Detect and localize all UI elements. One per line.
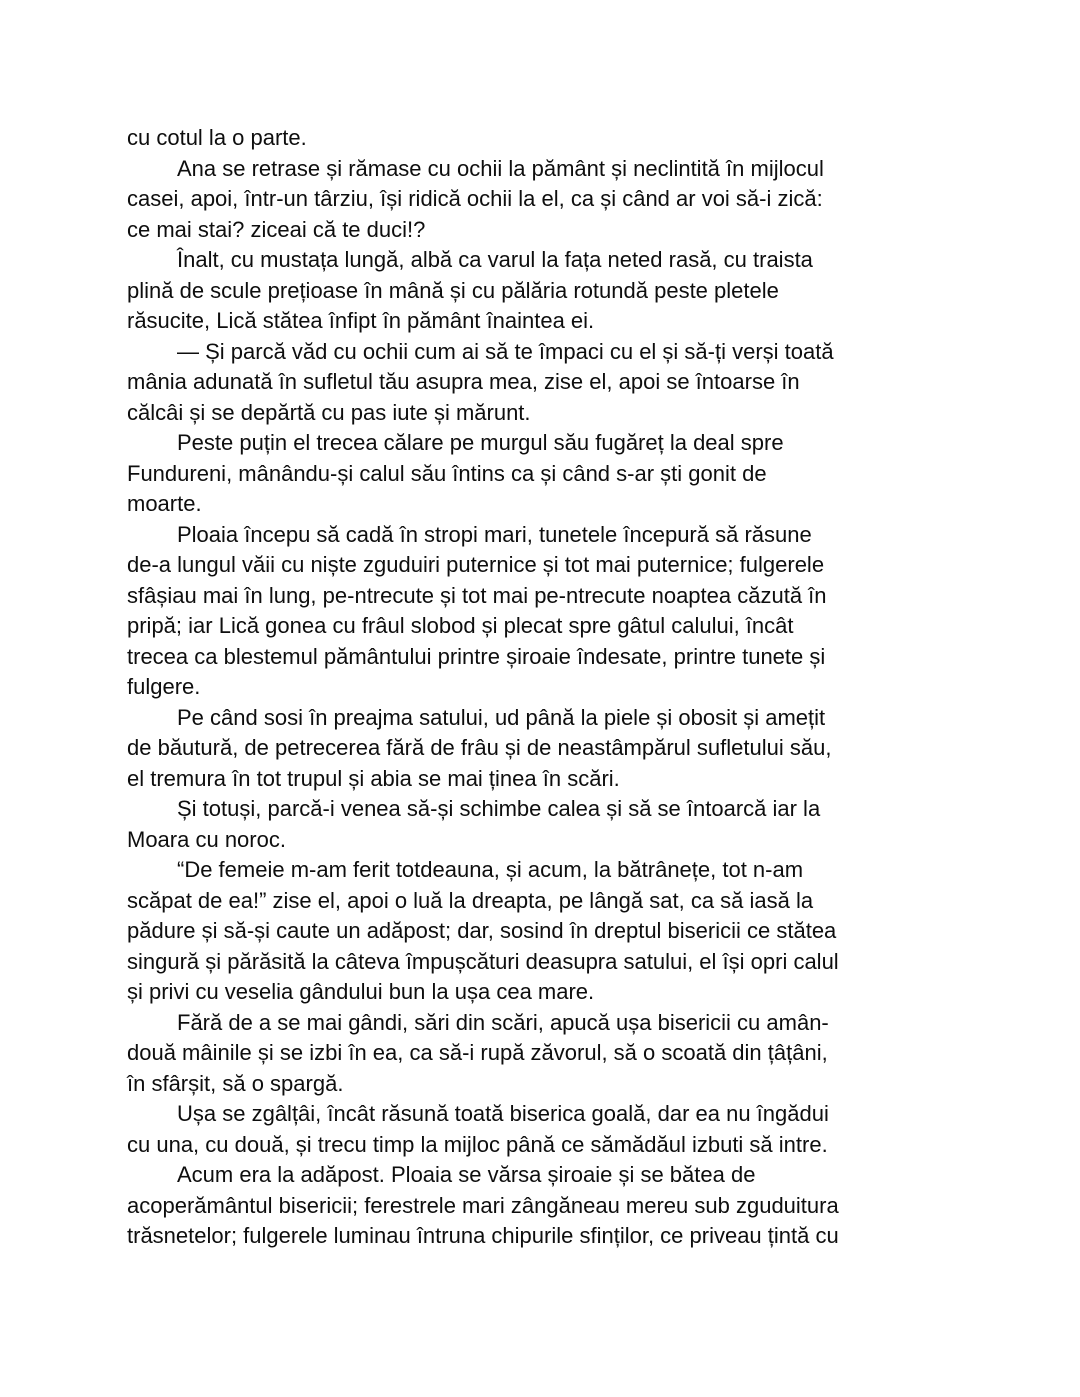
text-line: Fundureni, mânându-și calul său întins ca și când s-ar ști gonit de: [127, 460, 767, 486]
paragraph: [127, 855, 1027, 1008]
text-line: de-a lungul văii cu niște zguduiri puternice și tot mai puternice; fulgerele: [127, 552, 825, 577]
text-line: trăsnetelor; fulgerele luminau întruna chipurile sfinților, ce priveau țintă cu: [127, 1223, 839, 1248]
text-line: — Și parcă văd cu ochii cum ai să te împaci cu el și să-ți verși toată: [177, 338, 834, 364]
text-line: cu una, cu două, și trecu timp la mijloc până ce sămădăul izbuti să intre.: [127, 1131, 828, 1157]
text-line: ce mai stai? ziceai că te duci!?: [127, 216, 426, 242]
text-line: plină de scule prețioase în mână și cu pălăria rotundă peste pletele: [127, 277, 779, 303]
text-line: el tremura în tot trupul și abia se mai ținea în scări.: [127, 765, 620, 791]
text-line: casei, apoi, într-un târziu, își ridică ochii la el, ca și când ar voi să-i zică:: [127, 186, 823, 211]
text-line: două mâinile și se izbi în ea, ca să-i rupă zăvorul, să o scoată din țâțâni,: [127, 1040, 828, 1065]
text-line: singură și părăsită la câteva împușcături deasupra satului, el își opri calul: [127, 948, 839, 974]
text-line: Și totuși, parcă-i venea să-și schimbe calea și să se întoarcă iar la: [177, 796, 821, 821]
text-line: mânia adunată în sufletul tău asupra mea, zise el, apoi se întoarse în: [127, 369, 800, 394]
paragraph: [127, 703, 1027, 795]
text-line: Ușa se zgâlțâi, încât răsună toată biserica goală, dar ea nu îngădui: [177, 1101, 829, 1126]
paragraph: [127, 520, 1027, 703]
paragraph: [127, 123, 1027, 154]
text-line: în sfârșit, să o spargă.: [127, 1070, 344, 1096]
text-line: Acum era la adăpost. Ploaia se vărsa șiroaie și se bătea de: [177, 1162, 756, 1187]
text-line: Ana se retrase și rămase cu ochii la pământ și neclintită în mijlocul: [177, 155, 824, 181]
paragraph: [127, 337, 1027, 429]
text-line: fulgere.: [127, 674, 201, 699]
paragraph: [127, 1160, 1027, 1252]
paragraph: [127, 1099, 1027, 1160]
text-line: Peste puțin el trecea călare pe murgul său fugăreț la deal spre: [177, 430, 784, 455]
text-line: de băutură, de petrecerea fără de frâu și de neastâmpărul sufletului său,: [127, 735, 832, 760]
text-line: trecea ca blestemul pământului printre șiroaie îndesate, printre tunete și: [127, 643, 826, 669]
text-line: “De femeie m-am ferit totdeauna, și acum, la bătrânețe, tot n-am: [177, 857, 804, 882]
paragraph: [127, 245, 1027, 337]
text-line: Fără de a se mai gândi, sări din scări, apucă ușa bisericii cu amân-: [177, 1009, 829, 1035]
paragraph: [127, 794, 1027, 855]
text-line: acoperământul bisericii; ferestrele mari zângăneau mereu sub zguduitura: [127, 1192, 839, 1218]
text-line: cu cotul la o parte.: [127, 125, 307, 150]
text-line: Moara cu noroc.: [127, 826, 286, 852]
text-line: moarte.: [127, 491, 202, 516]
text-line: pădure și să-și caute un adăpost; dar, sosind în dreptul bisericii ce stătea: [127, 918, 837, 943]
paragraph: [127, 154, 1027, 246]
text-line: Înalt, cu mustața lungă, albă ca varul la fața neted rasă, cu traista: [177, 247, 813, 272]
text-line: pripă; iar Lică gonea cu frâul slobod și plecat spre gâtul calului, încât: [127, 613, 794, 638]
text-line: Pe când sosi în preajma satului, ud până la piele și obosit și amețit: [177, 704, 826, 730]
paragraph: [127, 428, 1027, 520]
text-line: și privi cu veselia gândului bun la ușa cea mare.: [127, 979, 595, 1004]
text-line: Ploaia începu să cadă în stropi mari, tunetele începură să răsune: [177, 521, 812, 547]
text-line: scăpat de ea!” zise el, apoi o luă la dreapta, pe lângă sat, ca să iasă la: [127, 887, 814, 913]
text-line: sfâșiau mai în lung, pe-ntrecute și tot mai pe-ntrecute noaptea căzută în: [127, 582, 827, 608]
paragraph: [127, 1008, 1027, 1100]
text-line: răsucite, Lică stătea înfipt în pământ înaintea ei.: [127, 308, 595, 333]
page-text-block: [127, 123, 1027, 1252]
text-line: călcâi și se depărtă cu pas iute și mărunt.: [127, 399, 531, 425]
